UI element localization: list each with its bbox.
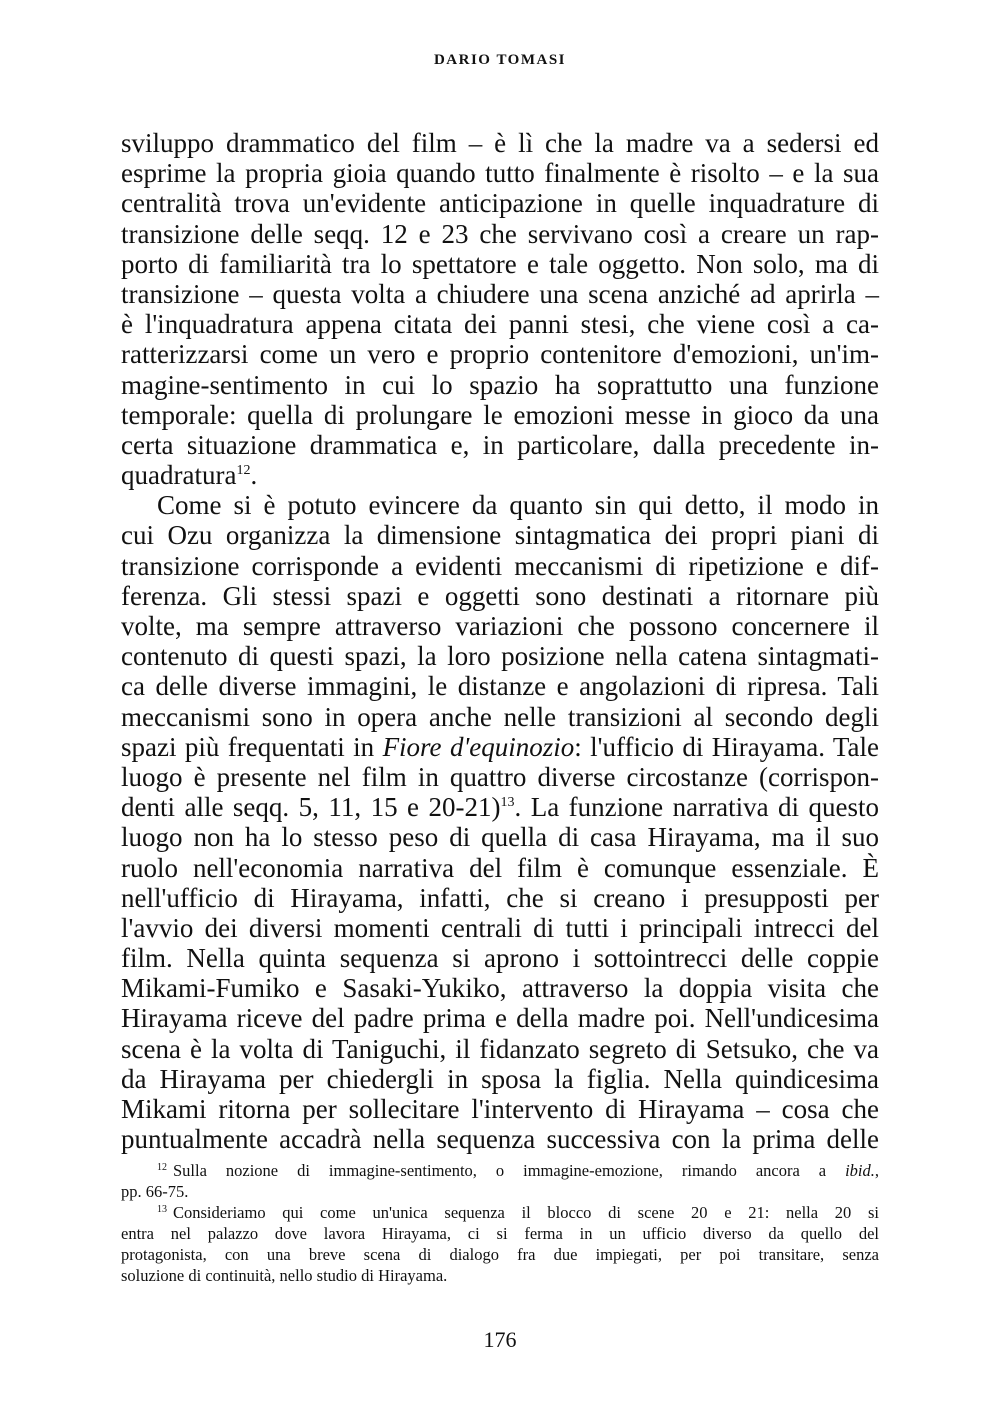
footnote-12-punct: ,: [874, 1161, 879, 1180]
footnote-ref-13: 13: [500, 795, 515, 811]
footnote-13-text: Consideriamo qui come un'unica sequenza il blocco di scene 20 e 21: nella 20 si: [173, 1203, 879, 1222]
text-line: ruolo nell'economia narrativa del film è comunque essenziale. È: [121, 852, 879, 883]
body-text: [121, 128, 879, 1154]
footnote-13-line: protagonista, con una breve scena di dialogo fra due impiegati, per poi transitare, senza: [121, 1245, 879, 1264]
text-line: magine-sentimento in cui lo spazio ha soprattutto una funzione: [121, 369, 879, 400]
paragraph-first-line: Come si è potuto evincere da quanto sin qui detto, il modo in: [157, 490, 879, 521]
text-line-end: : l'ufficio di Hirayama. Tale: [574, 731, 880, 762]
text-line: ratterizzarsi come un vero e proprio contenitore d'emozioni, un'im-: [121, 339, 879, 370]
text-line: nell'ufficio di Hirayama, infatti, che si creano i presupposti per: [121, 882, 879, 913]
text-line: porto di familiarità tra lo spettatore e tale oggetto. Non solo, ma di: [121, 248, 879, 279]
text-line: cui Ozu organizza la dimensione sintagmatica dei propri piani di: [121, 520, 879, 551]
footnote-13-line: [121, 1202, 879, 1223]
text-line: transizione corrisponde a evidenti meccanismi di ripetizione e dif-: [121, 550, 879, 581]
text-line: scena è la volta di Taniguchi, il fidanzato segreto di Setsuko, che va: [121, 1033, 879, 1064]
text-line: esprime la propria gioia quando tutto finalmente è risolto – e la sua: [121, 158, 879, 189]
footnote-12-line: [121, 1160, 879, 1181]
text-line: luogo non ha lo stesso peso di quella di casa Hirayama, ma il suo: [121, 822, 879, 853]
footnote-13-line: entra nel palazzo dove lavora Hirayama, ci si ferma in un ufficio diverso da quello del: [121, 1224, 879, 1243]
text-line: è l'inquadratura appena citata dei panni stesi, che viene così a ca-: [121, 309, 879, 340]
running-head: DARIO TOMASI: [433, 52, 567, 68]
film-title: Fiore d'equinozio: [382, 731, 575, 762]
text-line: [121, 732, 879, 762]
footnote-12-ibid: ibid.: [845, 1161, 875, 1180]
footnote-12-text: Sulla nozione di immagine-sentimento, o immagine-emozione, rimando ancora a: [173, 1161, 846, 1180]
text-line: meccanismi sono in opera anche nelle transizioni al secondo degli: [121, 701, 879, 732]
text-line: ca delle diverse immagini, le distanze e angolazioni di ripresa. Tali: [121, 671, 879, 702]
text-line: sviluppo drammatico del film – è lì che la madre va a sedersi ed: [121, 128, 879, 158]
page-number: 176: [483, 1327, 517, 1352]
text-line-end: .: [250, 460, 258, 491]
text-line: Hirayama riceve del padre prima e della madre poi. Nell'undicesima: [121, 1003, 879, 1034]
text-line-end: . La funzione narrativa di questo: [514, 792, 879, 823]
text-line: transizione – questa volta a chiudere una scena anziché ad aprirla –: [121, 278, 879, 309]
footnote-13-line: soluzione di continuità, nello studio di Hirayama.: [121, 1266, 448, 1285]
text-line-start: spazi più frequentati in: [121, 731, 383, 762]
text-line: transizione delle seqq. 12 e 23 che servivano così a creare un rap-: [121, 218, 879, 249]
text-line: puntualmente accadrà nella sequenza successiva con la prima delle: [121, 1124, 879, 1155]
text-line: contenuto di questi spazi, la loro posizione nella catena sintagmati-: [121, 641, 879, 672]
text-line: [121, 792, 879, 822]
text-line-start: quadratura: [121, 460, 237, 491]
footnote-ref-12: 12: [236, 463, 251, 479]
text-line: Mikami-Fumiko e Sasaki-Yukiko, attraverso la doppia visita che: [121, 973, 879, 1004]
text-line: Mikami ritorna per sollecitare l'intervento di Hirayama – cosa che: [121, 1094, 879, 1124]
text-line: luogo è presente nel film in quattro diverse circostanze (corrispon-: [121, 761, 879, 792]
text-line: temporale: quella di prolungare le emozioni messe in gioco da una: [121, 399, 879, 430]
text-line: centralità trova un'evidente anticipazione in quelle inquadrature di: [121, 188, 879, 219]
text-line: volte, ma sempre attraverso variazioni che possono concernere il: [121, 611, 879, 641]
text-line-start: denti alle seqq. 5, 11, 15 e 20-21): [121, 792, 501, 823]
footnotes: [121, 1160, 879, 1286]
text-line: film. Nella quinta sequenza si aprono i sottointrecci delle coppie: [121, 943, 879, 974]
footnote-12-line: pp. 66-75.: [121, 1182, 189, 1201]
footnote-12-mark: 12: [157, 1161, 167, 1173]
footnote-13-mark: 13: [157, 1203, 167, 1215]
text-line: l'avvio dei diversi momenti centrali di tutti i principali intrecci del: [121, 912, 879, 943]
text-line: [121, 460, 879, 490]
text-line: da Hirayama per chiedergli in sposa la figlia. Nella quindicesima: [121, 1063, 879, 1094]
text-line: ferenza. Gli stessi spazi e oggetti sono destinati a ritornare più: [121, 580, 879, 611]
text-line: certa situazione drammatica e, in particolare, dalla precedente in-: [121, 429, 879, 460]
